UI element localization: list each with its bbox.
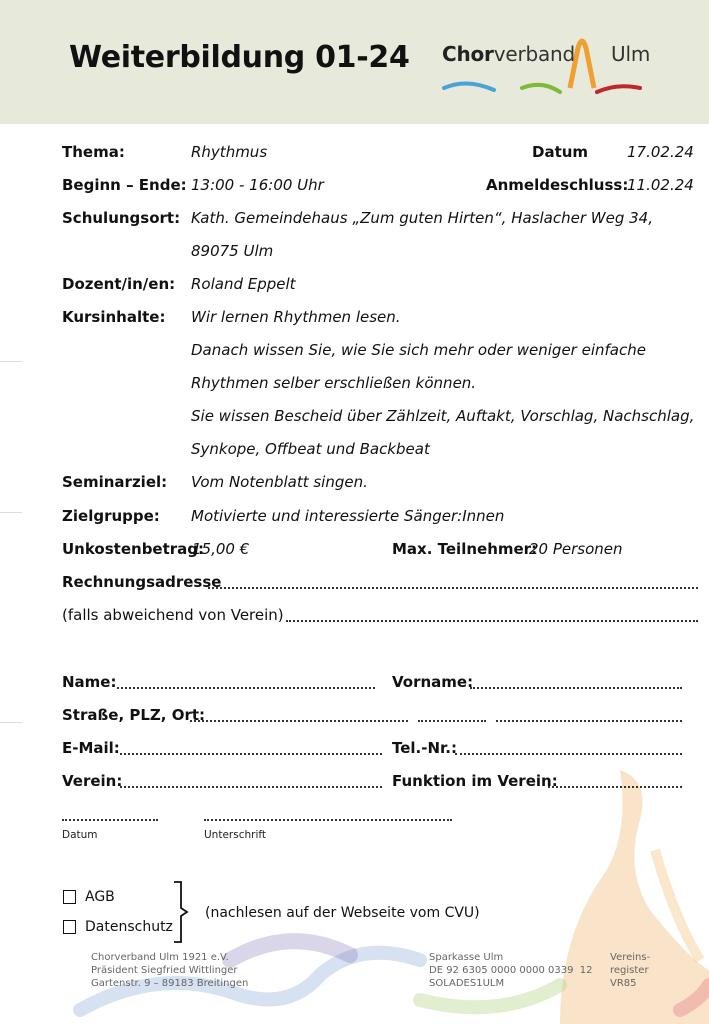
schulungsort-line2: 89075 Ulm	[191, 242, 274, 260]
unkosten-value: 15,00 €	[192, 540, 250, 558]
kursinhalte-line: Danach wissen Sie, wie Sie sich mehr oder weniger einfache	[191, 341, 646, 359]
max-teilnehmer-value: 20 Personen	[529, 540, 623, 558]
schulungsort-label: Schulungsort:	[62, 209, 181, 227]
footer-bank: Sparkasse Ulm DE 92 6305 0000 0000 0339 12 SOLADES1ULM	[429, 952, 593, 989]
footer-register: Vereins- register VR85	[610, 952, 651, 989]
kursinhalte-line: Sie wissen Bescheid über Zählzeit, Auftakt, Vorschlag, Nachschlag,	[191, 407, 695, 425]
kursinhalte-line: Synkope, Offbeat und Backbeat	[191, 440, 430, 458]
seminarziel-value: Vom Notenblatt singen.	[191, 473, 368, 491]
verein-label: Verein:	[62, 772, 123, 790]
strasse-label: Straße, PLZ, Ort:	[62, 706, 206, 724]
datum-label: Datum	[532, 143, 589, 161]
tel-field[interactable]	[455, 752, 682, 755]
agb-checkbox[interactable]	[63, 890, 76, 904]
name-label: Name:	[62, 673, 117, 691]
side-mark	[0, 512, 22, 513]
verein-field[interactable]	[120, 785, 382, 788]
strasse-field[interactable]	[190, 719, 408, 722]
zielgruppe-value: Motivierte und interessierte Sänger:Innen	[191, 507, 505, 525]
unkosten-label: Unkostenbetrag:	[62, 540, 205, 558]
email-label: E-Mail:	[62, 739, 120, 757]
plz-field[interactable]	[418, 719, 486, 722]
anmeldeschluss-value: 11.02.24	[627, 176, 694, 194]
side-mark	[0, 361, 22, 362]
rechnungsadresse-field[interactable]	[208, 586, 698, 589]
datum-signature-field[interactable]	[62, 818, 158, 821]
abweichend-label: (falls abweichend von Verein)	[62, 606, 284, 624]
seminarziel-label: Seminarziel:	[62, 473, 168, 491]
vorname-field[interactable]	[470, 686, 682, 689]
datum-value: 17.02.24	[627, 143, 694, 161]
logo-wordmark: Chorverband Ulm	[442, 42, 651, 66]
anmeldeschluss-label: Anmeldeschluss:	[486, 176, 629, 194]
footer-address: Chorverband Ulm 1921 e.V. Präsident Siegfried Wittlinger Gartenstr. 9 – 89183 Breitingen	[91, 952, 249, 989]
funktion-field[interactable]	[548, 785, 682, 788]
tel-label: Tel.-Nr.:	[392, 739, 457, 757]
kursinhalte-line: Wir lernen Rhythmen lesen.	[191, 308, 401, 326]
kursinhalte-label: Kursinhalte:	[62, 308, 166, 326]
abweichend-field[interactable]	[286, 619, 698, 622]
checks-note: (nachlesen auf der Webseite vom CVU)	[205, 905, 480, 921]
datenschutz-label: Datenschutz	[85, 919, 173, 935]
thema-label: Thema:	[62, 143, 125, 161]
dozent-label: Dozent/in/en:	[62, 275, 176, 293]
rechnungsadresse-label: Rechnungsadresse	[62, 573, 222, 591]
unterschrift-field[interactable]	[204, 818, 452, 821]
datenschutz-checkbox[interactable]	[63, 920, 76, 934]
kursinhalte-line: Rhythmen selber erschließen können.	[191, 374, 477, 392]
dozent-value: Roland Eppelt	[191, 275, 296, 293]
funktion-label: Funktion im Verein:	[392, 772, 558, 790]
beginn-value: 13:00 - 16:00 Uhr	[191, 176, 324, 194]
zielgruppe-label: Zielgruppe:	[62, 507, 160, 525]
agb-label: AGB	[85, 889, 115, 905]
beginn-label: Beginn – Ende:	[62, 176, 187, 194]
ort-field[interactable]	[496, 719, 682, 722]
page-title: Weiterbildung 01-24	[69, 40, 410, 75]
side-mark	[0, 722, 22, 723]
bracket-icon	[172, 880, 190, 944]
unterschrift-caption: Unterschrift	[204, 829, 266, 841]
vorname-label: Vorname:	[392, 673, 474, 691]
max-teilnehmer-label: Max. Teilnehmer:	[392, 540, 538, 558]
email-field[interactable]	[120, 752, 382, 755]
datum-caption: Datum	[62, 829, 98, 841]
chorverband-logo	[442, 28, 652, 100]
name-field[interactable]	[117, 686, 375, 689]
thema-value: Rhythmus	[191, 143, 268, 161]
schulungsort-line1: Kath. Gemeindehaus „Zum guten Hirten“, Haslacher Weg 34,	[191, 209, 653, 227]
